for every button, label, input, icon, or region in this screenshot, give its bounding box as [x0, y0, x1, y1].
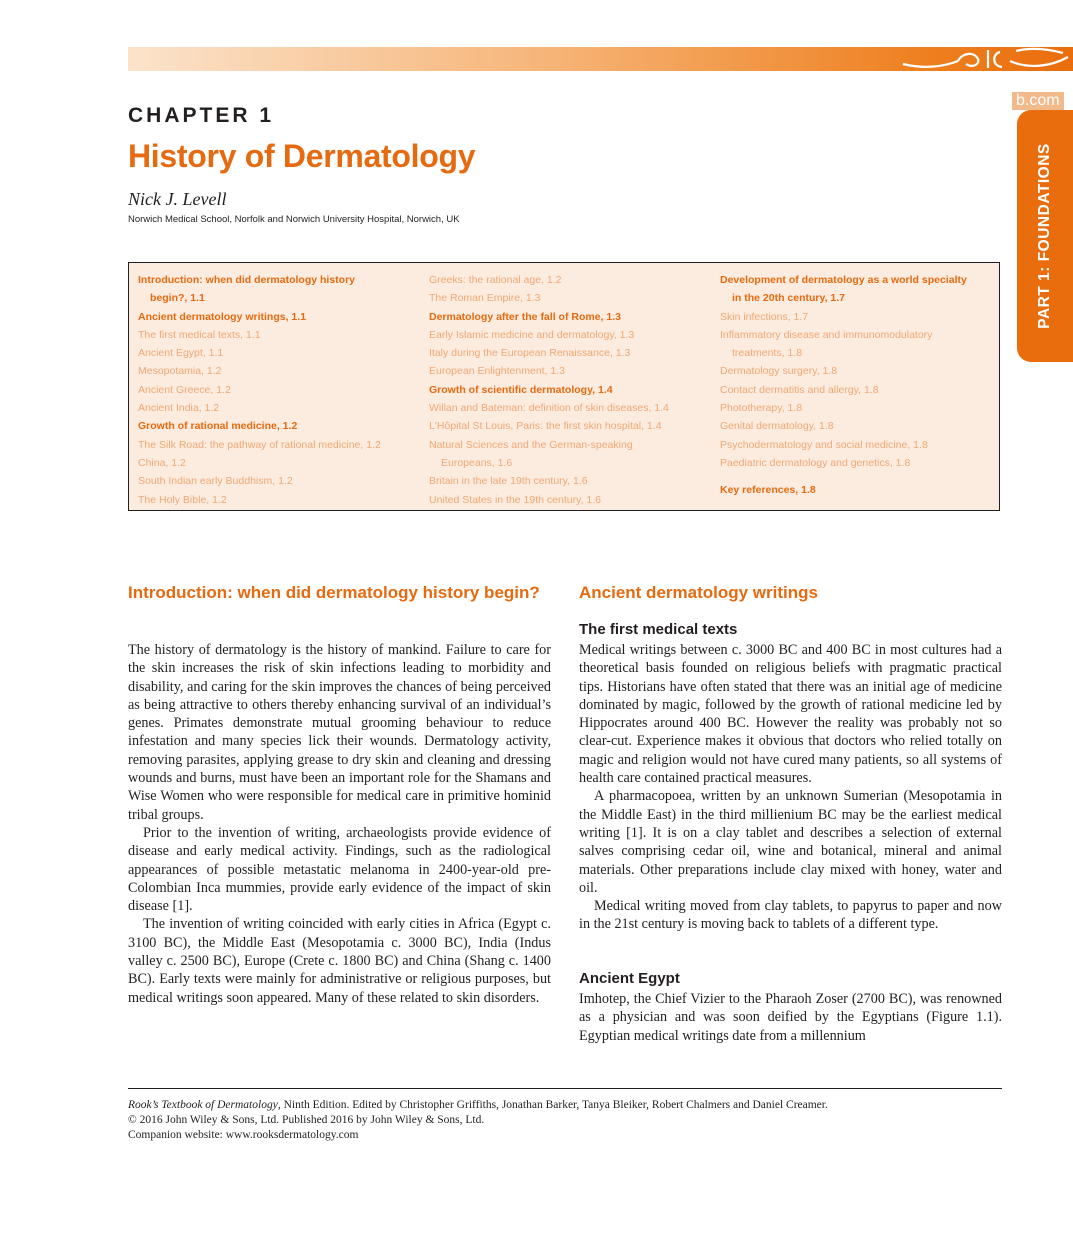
toc-entry[interactable]: Dermatology after the fall of Rome, 1.3	[429, 310, 621, 323]
section-heading-introduction: Introduction: when did dermatology history begin?	[128, 583, 540, 602]
author-name: Nick J. Levell	[128, 189, 227, 209]
paragraph: A pharmacopoea, written by an unknown Sumerian (Mesopotamia in the Middle East) in the third millienium BC may be the earliest medical writing [1]. It is on a clay tablet and describes a selection of external salves comprising cedar oil, wine and botanical, mineral and animal materials. Other preparations include clay mixed with honey, water and oil.	[579, 788, 1002, 896]
toc-entry[interactable]: European Enlightenment, 1.3	[429, 365, 566, 378]
chapter-title: History of Dermatology	[128, 138, 476, 174]
toc-entry[interactable]: Early Islamic medicine and dermatology, 1.3	[429, 328, 635, 341]
footer-divider	[128, 1088, 1002, 1089]
paragraph: Medical writings between c. 3000 BC and 400 BC in most cultures had a theoretical basis founded on religious beliefs with pragmatic practical tips. Historians have often stated that there was an initial age of medicine dominated by magic, followed by the growth of rational medicine led by Hippocrates around 400 BC. However the reality was probably not so clear-cut. Experience makes it obvious that doctors who relied totally on magic and religion would not have cured many patients, so all systems of health care contained practical measures.	[579, 642, 1002, 787]
book-title: Rook’s Textbook of Dermatology	[128, 1099, 278, 1111]
paragraph: The invention of writing coincided with early cities in Africa (Egypt c. 3100 BC), the Middle East (Mesopotamia c. 3000 BC), India (Indus valley c. 2500 BC), Europe (Crete c. 1800 BC) and China (Shang c. 1400 BC). Early texts were mainly for administrative or religious purposes, but medical writings soon appeared. Many of these related to skin disorders.	[128, 916, 551, 1006]
publisher-logo-icon	[898, 47, 1073, 71]
toc-entry[interactable]: The Silk Road: the pathway of rational medicine, 1.2	[138, 438, 381, 451]
toc-entry[interactable]: Growth of rational medicine, 1.2	[138, 420, 298, 433]
toc-entry[interactable]: United States in the 19th century, 1.6	[429, 493, 601, 506]
toc-column-2	[429, 271, 669, 509]
subheading-ancient-egypt: Ancient Egypt	[579, 970, 680, 987]
toc-entry[interactable]: Development of dermatology as a world specialty	[720, 274, 967, 286]
toc-entry[interactable]: Psychodermatology and social medicine, 1.8	[720, 438, 928, 451]
toc-entry[interactable]: treatments, 1.8	[732, 347, 803, 360]
header-gradient-bar	[128, 47, 1073, 71]
toc-entry[interactable]: Ancient Egypt, 1.1	[138, 347, 224, 360]
toc-entry[interactable]: Phototherapy, 1.8	[720, 402, 803, 415]
footer-credits	[128, 1098, 828, 1143]
toc-entry[interactable]: Genital dermatology, 1.8	[720, 420, 834, 433]
toc-entry[interactable]: Italy during the European Renaissance, 1.3	[429, 347, 631, 360]
toc-gap	[720, 472, 967, 481]
toc-entry[interactable]: Natural Sciences and the German-speaking	[429, 438, 633, 451]
toc-entry[interactable]: Willan and Bateman: definition of skin diseases, 1.4	[429, 402, 669, 415]
toc-entry[interactable]: Ancient dermatology writings, 1.1	[138, 310, 307, 323]
toc-entry[interactable]: begin?, 1.1	[150, 292, 205, 305]
author-affiliation: Norwich Medical School, Norfolk and Norwich University Hospital, Norwich, UK	[128, 214, 460, 225]
paragraph: Medical writing moved from clay tablets, to papyrus to paper and now in the 21st century is moving back to tablets of a different type.	[579, 898, 1002, 933]
toc-entry[interactable]: Growth of scientific dermatology, 1.4	[429, 383, 613, 396]
toc-entry[interactable]: Dermatology surgery, 1.8	[720, 365, 838, 378]
toc-column-1	[138, 271, 381, 509]
footer-line-3: Companion website: www.rooksdermatology.com	[128, 1129, 359, 1141]
toc-entry[interactable]: Contact dermatitis and allergy, 1.8	[720, 383, 879, 396]
header-logo-text: b.com	[1012, 92, 1064, 110]
toc-entry[interactable]: Paediatric dermatology and genetics, 1.8	[720, 456, 911, 469]
footer-line-1	[128, 1098, 828, 1113]
toc-entry[interactable]: South Indian early Buddhism, 1.2	[138, 475, 293, 488]
toc-entry[interactable]: Greeks: the rational age, 1.2	[429, 274, 562, 286]
toc-column-3	[720, 271, 967, 500]
chapter-contents-box	[128, 262, 1000, 511]
toc-entry[interactable]: The Holy Bible, 1.2	[138, 493, 227, 506]
part-tab	[1017, 110, 1073, 362]
toc-entry[interactable]: Ancient India, 1.2	[138, 402, 220, 415]
section-heading-ancient-writings: Ancient dermatology writings	[579, 583, 818, 602]
toc-entry[interactable]: Europeans, 1.6	[441, 456, 513, 469]
edition-credits: , Ninth Edition. Edited by Christopher Griffiths, Jonathan Barker, Tanya Bleiker, Robert Chalmers and Daniel Creamer.	[277, 1099, 828, 1111]
footer-line-2: © 2016 John Wiley & Sons, Ltd. Published 2016 by John Wiley & Sons, Ltd.	[128, 1114, 485, 1126]
right-column-body-2	[579, 990, 1002, 1045]
toc-entry[interactable]: China, 1.2	[138, 456, 186, 469]
toc-entry[interactable]: Mesopotamia, 1.2	[138, 365, 222, 378]
toc-entry[interactable]: The Roman Empire, 1.3	[429, 292, 541, 305]
part-tab-label: PART 1: FOUNDATIONS	[1036, 143, 1053, 329]
toc-entry[interactable]: in the 20th century, 1.7	[732, 292, 846, 305]
right-column-body-1	[579, 641, 1002, 934]
toc-entry[interactable]: Skin infections, 1.7	[720, 310, 809, 323]
paragraph: Imhotep, the Chief Vizier to the Pharaoh Zoser (2700 BC), was renowned as a physician and was soon deified by the Egyptians (Figure 1.1). Egyptian medical writings date from a millennium	[579, 991, 1002, 1044]
paragraph: The history of dermatology is the history of mankind. Failure to care for the skin increases the risk of skin infections leading to morbidity and disability, and caring for the skin improves the chances of being perceived as being attractive to others thereby enhancing survival of an individual’s genes. Primates demonstrate mutual grooming behaviour to reduce infestation and many species lick their wounds. Dermatology activity, removing parasites, applying grease to dry skin and cleaning and dressing wounds and burns, must have been an important role for the Shamans and Wise Women who were responsible for medical care in primitive hominid tribal groups.	[128, 642, 551, 823]
toc-entry[interactable]: Britain in the late 19th century, 1.6	[429, 475, 588, 488]
left-column-body	[128, 641, 551, 1007]
paragraph: Prior to the invention of writing, archaeologists provide evidence of disease and early medical activity. Findings, such as the radiological appearances of possible metastatic melanoma in 2400-year-old pre-Colombian Inca mummies, provide early evidence of the impact of skin disease [1].	[128, 824, 551, 915]
toc-entry[interactable]: Key references, 1.8	[720, 484, 816, 497]
toc-entry[interactable]: The first medical texts, 1.1	[138, 328, 261, 341]
subheading-first-medical-texts: The first medical texts	[579, 621, 738, 638]
toc-entry[interactable]: Introduction: when did dermatology history	[138, 274, 355, 286]
toc-entry[interactable]: L'Hôpital St Louis, Paris: the first skin hospital, 1.4	[429, 420, 662, 433]
chapter-label: CHAPTER 1	[128, 104, 275, 127]
toc-entry[interactable]: Ancient Greece, 1.2	[138, 383, 231, 396]
toc-entry[interactable]: Inflammatory disease and immunomodulatory	[720, 328, 933, 341]
